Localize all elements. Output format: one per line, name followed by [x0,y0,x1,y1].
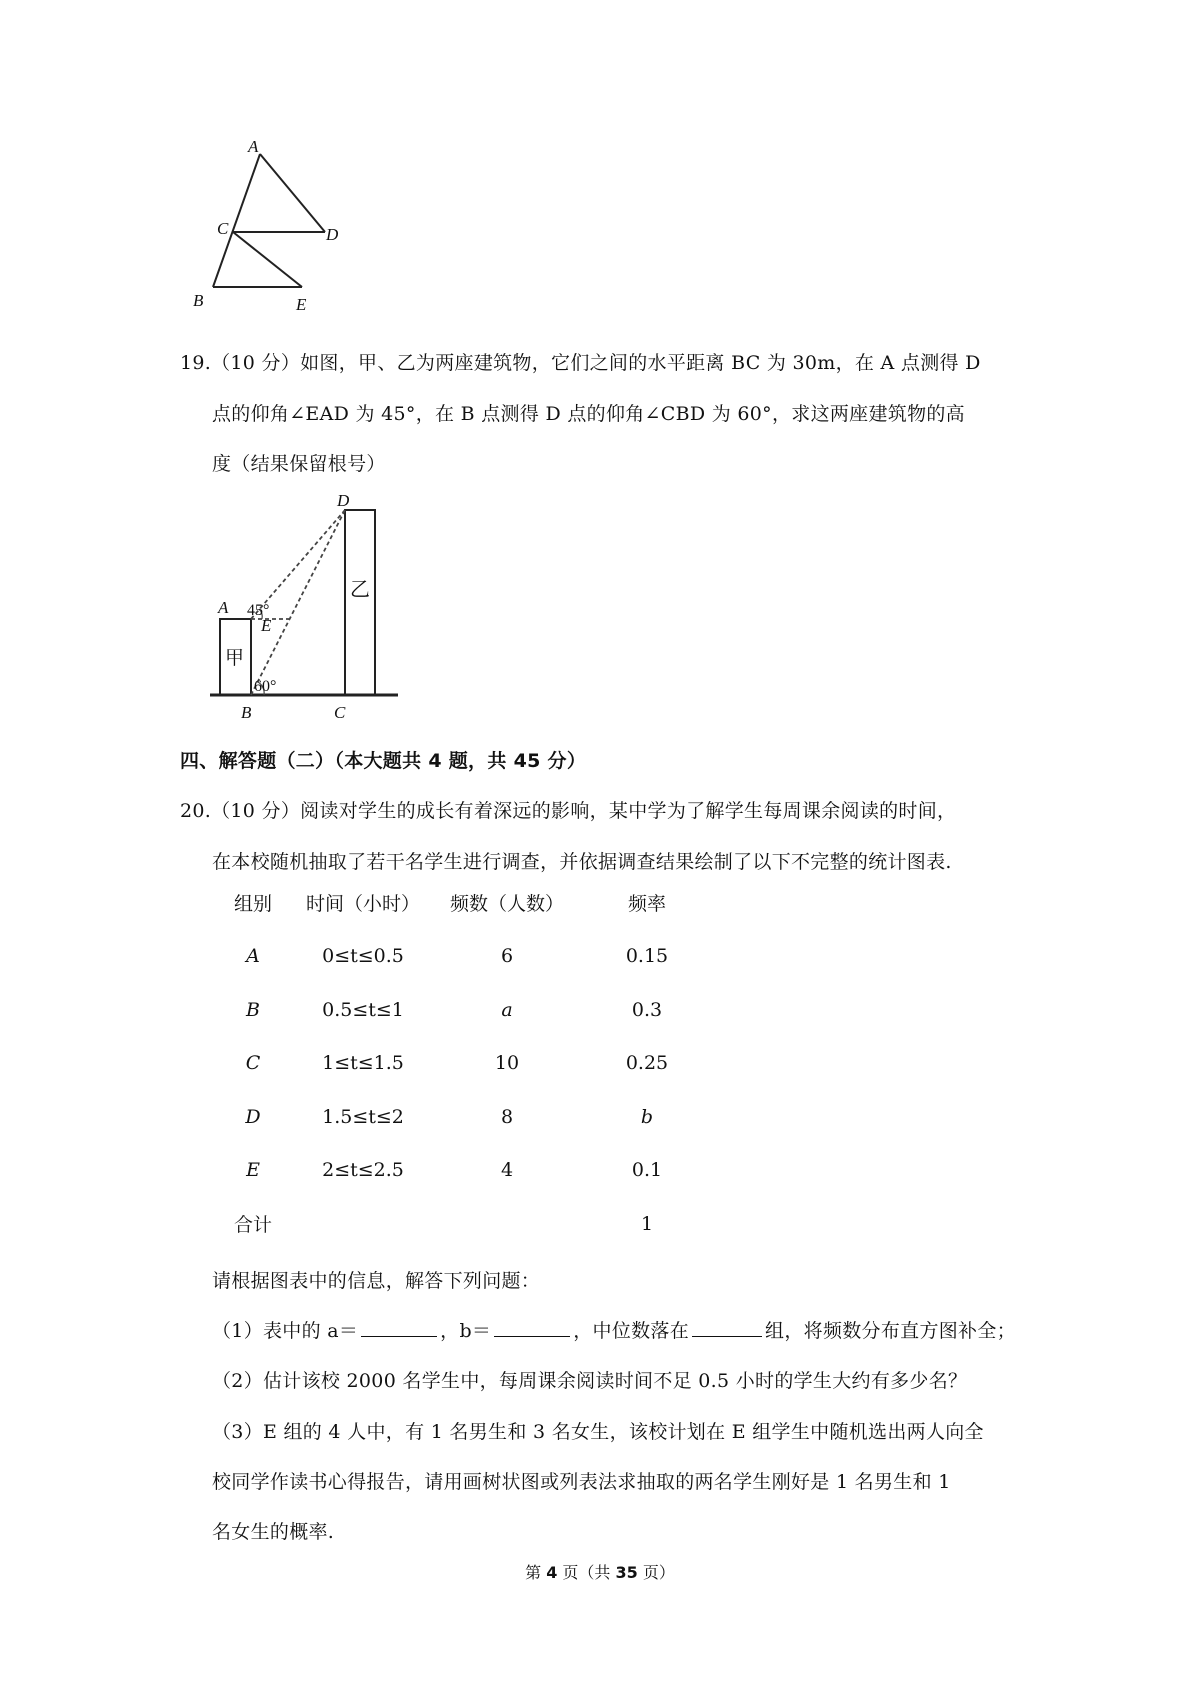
buildings-figure [200,488,420,723]
label-e: E [296,295,307,314]
table-cell-time [301,1197,425,1251]
footer-middle: 页（共 [557,1563,616,1582]
part1-text-a: （1）表中的 a＝ [212,1320,359,1342]
table-cell-count: 6 [500,945,514,968]
triangle-figure [190,140,360,330]
table-cell-time: 1.5≤t≤2 [322,1105,404,1128]
footer-suffix: 页） [637,1563,675,1582]
table-cell-time: 0.5≤t≤1 [322,998,404,1021]
q20-prompt: 请根据图表中的信息，解答下列问题： [212,1270,541,1292]
building-left-label: 甲 [225,648,245,669]
answer-blank-b[interactable] [494,1316,570,1337]
table-cell-count [425,1197,589,1251]
q19-line2: 点的仰角∠EAD 为 45°，在 B 点测得 D 点的仰角∠CBD 为 60°，求这两座建筑物的高 [212,403,965,425]
segment-ad [260,154,325,232]
table-row [205,930,705,984]
part1-text-b: ，b＝ [440,1320,492,1342]
table-cell-frequency: b [640,1105,654,1128]
table-cell-frequency: 0.25 [625,1052,669,1075]
label-d: D [337,491,350,510]
table-cell-group: D [245,1105,261,1128]
building-right-label: 乙 [350,579,370,601]
table-cell-time: 2≤t≤2.5 [322,1159,404,1182]
label-e: E [261,616,272,635]
label-a: A [218,598,229,617]
q19-line1: 19.（10 分）如图，甲、乙为两座建筑物，它们之间的水平距离 BC 为 30m，在 A 点测得 D [180,352,981,374]
answer-blank-median[interactable] [692,1316,762,1337]
table-cell-group: B [246,998,260,1021]
table-header-row [205,876,705,930]
table-cell-count: 10 [494,1052,520,1075]
table-row [205,1144,705,1198]
part1-text-end: 组，将频数分布直方图补全； [765,1320,1016,1342]
table-row [205,1090,705,1144]
q19-line3: 度（结果保留根号） [212,453,386,475]
segment-ce [233,232,302,287]
label-a: A [248,140,259,156]
frequency-table [205,876,705,1251]
table-cell-group: 合计 [233,1214,272,1237]
part1-text-median: ，中位数落在 [573,1320,690,1342]
q20-part3-line1: （3）E 组的 4 人中，有 1 名男生和 3 名女生，该校计划在 E 组学生中随机选出两人向全 [212,1421,984,1443]
footer-total-pages: 35 [615,1563,638,1582]
table-cell-frequency: 0.1 [631,1159,663,1182]
label-c: C [217,219,229,238]
table-header: 时间（小时） [305,893,420,916]
table-cell-time: 1≤t≤1.5 [322,1052,404,1075]
footer-page-number: 4 [546,1563,558,1582]
label-b: B [241,703,252,722]
table-cell-frequency: 1 [640,1212,654,1235]
table-cell-group: C [245,1052,261,1075]
section-heading: 四、解答题（二）（本大题共 4 题，共 45 分） [180,750,587,772]
table-cell-count: a [501,998,513,1021]
table-header: 组别 [233,893,272,916]
label-d: D [326,225,339,244]
table-cell-count: 8 [500,1105,514,1128]
table-row [205,1037,705,1091]
table-cell-frequency: 0.3 [631,998,663,1021]
table-cell-time: 0≤t≤0.5 [322,945,404,968]
table-cell-count: 4 [500,1159,514,1182]
q20-part2: （2）估计该校 2000 名学生中，每周课余阅读时间不足 0.5 小时的学生大约有多少名？ [212,1370,968,1392]
answer-blank-a[interactable] [361,1316,437,1337]
footer-prefix: 第 [525,1563,547,1582]
q20-line2: 在本校随机抽取了若干名学生进行调查，并依据调查结果绘制了以下不完整的统计图表. [212,851,952,873]
table-header: 频数（人数） [449,893,564,916]
table-row-total [205,1197,705,1251]
table-cell-group: A [246,945,260,968]
angle-b-label: 60° [254,678,277,695]
table-row [205,983,705,1037]
table-header: 频率 [627,893,666,916]
q20-part3-line2: 校同学作读书心得报告，请用画树状图或列表法求抽取的两名学生刚好是 1 名男生和 1 [212,1471,951,1493]
table-cell-frequency: 0.15 [625,945,669,968]
label-b: B [193,291,204,310]
table-cell-group: E [246,1159,260,1182]
q20-part3-line3: 名女生的概率. [212,1521,335,1543]
page-footer [0,1560,1200,1583]
q20-part1 [212,1316,1016,1343]
building-right [345,510,375,695]
q20-line1: 20.（10 分）阅读对学生的成长有着深远的影响，某中学为了解学生每周课余阅读的时间， [180,800,957,822]
label-c: C [334,703,346,722]
angle-a-label: 45° [247,602,270,619]
